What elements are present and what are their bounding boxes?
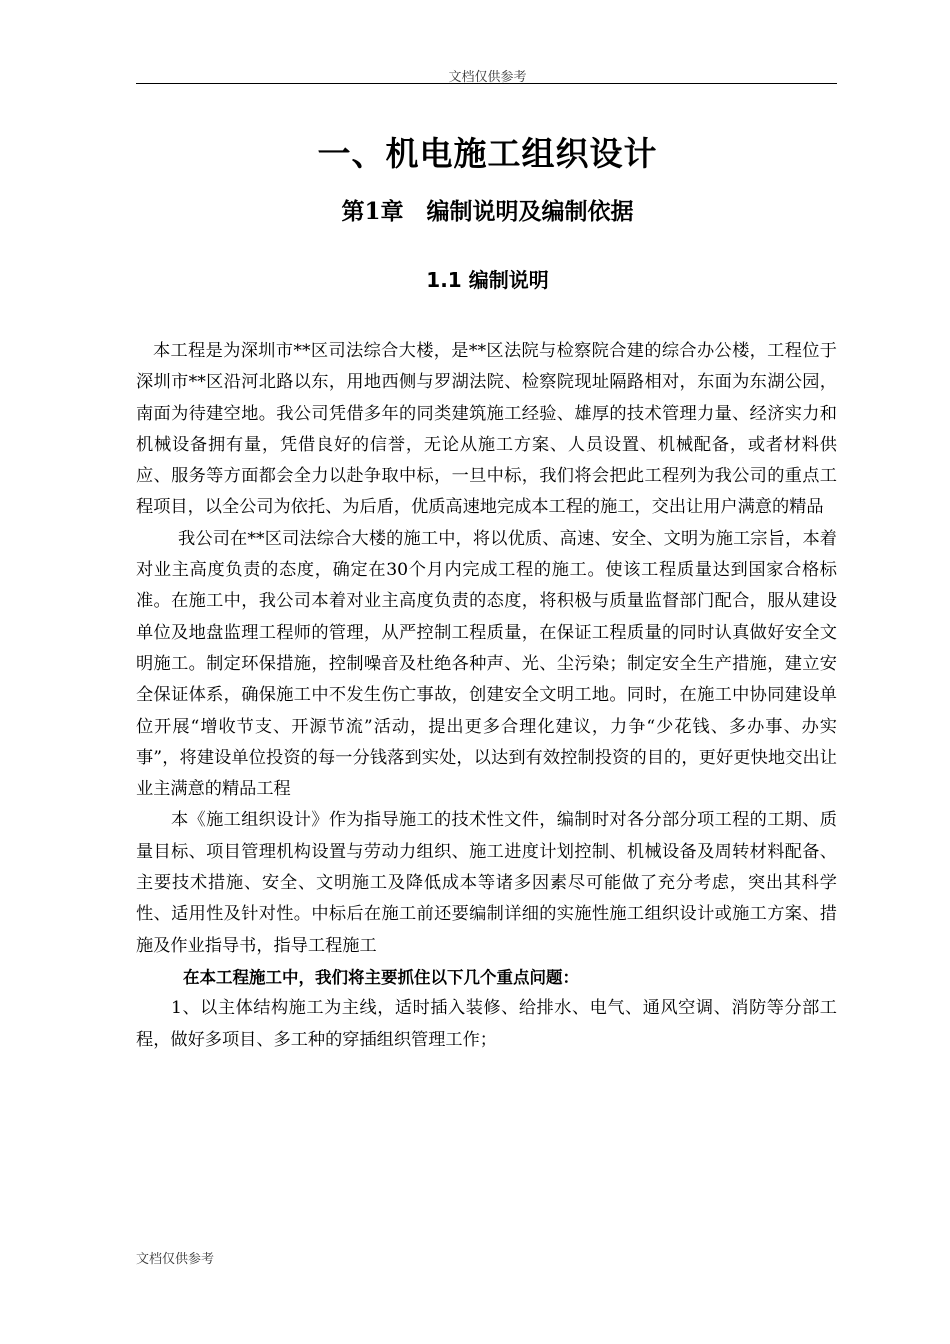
page-footer: 文档仅供参考: [136, 1252, 215, 1267]
paragraph-key-issue-1: 1、以主体结构施工为主线，适时插入装修、给排水、电气、通风空调、消防等分部工程，做好多项目、多工种的穿插组织管理工作；: [136, 998, 837, 1050]
paragraph-construction-goals: 我公司在**区司法综合大楼的施工中，将以优质、高速、安全、文明为施工宗旨，本着对业主高度负责的态度，确定在30个月内完成工程的施工。使该工程质量达到国家合格标准。在施工中，我公司本着对业主高度负责的态度，将积极与质量监督部门配合，服从建设单位及地盘监理工程师的管理，从严控制工程质量，在保证工程质量的同时认真做好安全文明施工。制定环保措施，控制噪音及杜绝各种声、光、尘污染；制定安全生产措施，建立安全保证体系，确保施工中不发生伤亡事故，创建安全文明工地。同时，在施工中协同建设单位开展“增收节支、开源节流”活动，提出更多合理化建议，力争“少花钱、多办事、办实事”，将建设单位投资的每一分钱落到实处，以达到有效控制投资的目的，更好更快地交出让业主满意的精品工程: [136, 528, 837, 800]
paragraph-design-document: 本《施工组织设计》作为指导施工的技术性文件，编制时对各分部分项工程的工期、质量目标、项目管理机构设置与劳动力组织、施工进度计划控制、机械设备及周转材料配备、主要技术措施、安全、文明施工及降低成本等诸多因素尽可能做了充分考虑，突出其科学性、适用性及针对性。中标后在施工前还要编制详细的实施性施工组织设计或施工方案、措施及作业指导书，指导工程施工: [136, 810, 837, 956]
paragraph-project-overview: 本工程是为深圳市**区司法综合大楼，是**区法院与检察院合建的综合办公楼，工程位于深圳市**区沿河北路以东，用地西侧与罗湖法院、检察院现址隔路相对，东面为东湖公园，南面为待建空地。我公司凭借多年的同类建筑施工经验、雄厚的技术管理力量、经济实力和机械设备拥有量，凭借良好的信誉，无论从施工方案、人员设置、机械配备，或者材料供应、服务等方面都会全力以赴争取中标，一旦中标，我们将会把此工程列为我公司的重点工程项目，以全公司为依托、为后盾，优质高速地完成本工程的施工，交出让用户满意的精品: [136, 341, 837, 518]
document-title: 一、机电施工组织设计: [317, 134, 658, 173]
page-header: 文档仅供参考: [448, 70, 527, 85]
chapter-title: 第1章 编制说明及编制依据: [341, 198, 634, 225]
paragraph-key-issues-heading: 在本工程施工中，我们将主要抓住以下几个重点问题：: [183, 967, 579, 987]
section-title: 1.1 编制说明: [426, 268, 549, 292]
body-text: [136, 336, 837, 1056]
header-rule: [136, 83, 837, 84]
